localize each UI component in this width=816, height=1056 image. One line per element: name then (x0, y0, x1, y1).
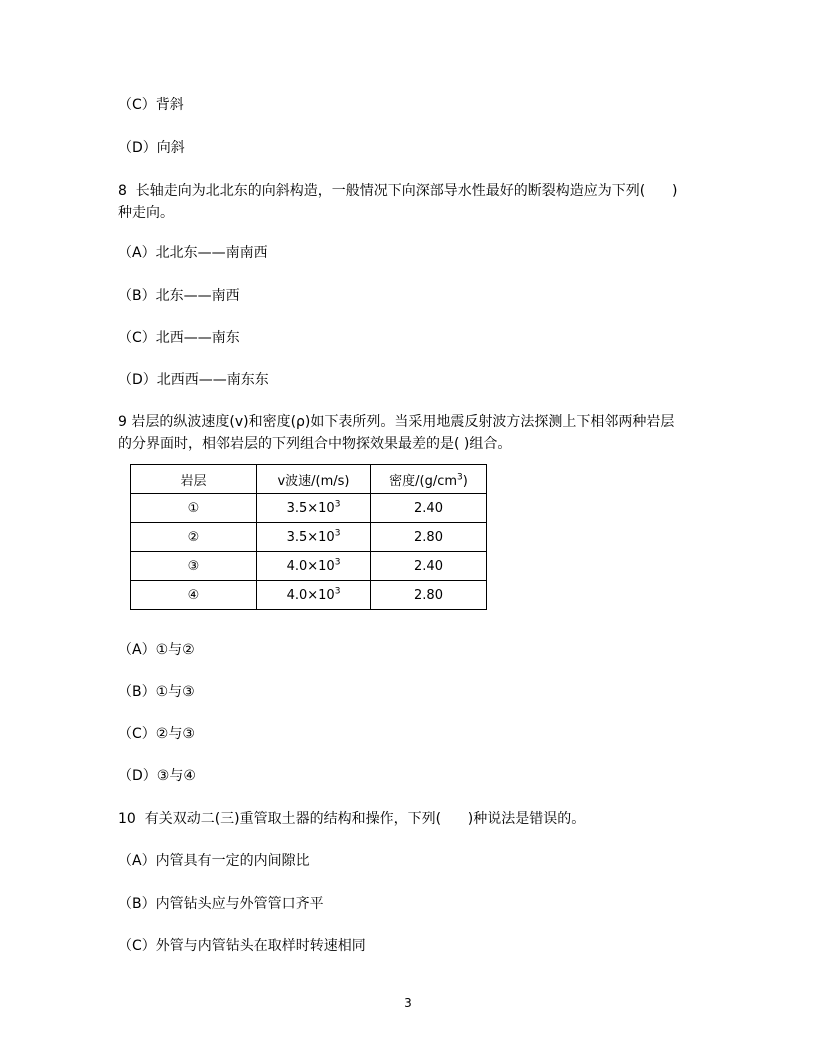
header-density: 密度$/(g/cm^3)$ (371, 465, 487, 494)
cell-layer: ③ (131, 552, 257, 581)
cell-density: 2.40 (371, 552, 487, 581)
q10-option-a: （A）内管具有一定的内间隙比 (118, 853, 310, 869)
q8-stem-line2: 种走向。 (118, 205, 174, 221)
cell-velocity: $3.5\times 10^3$ (257, 523, 371, 552)
q9-stem-line2: 的分界面时，相邻岩层的下列组合中物探效果最差的是( )组合。 (118, 436, 512, 452)
q7-option-d: （D）向斜 (118, 140, 185, 156)
cell-velocity: $4.0\times 10^3$ (257, 552, 371, 581)
cell-velocity: $3.5\times 10^3$ (257, 494, 371, 523)
cell-layer: ① (131, 494, 257, 523)
q8-option-b: （B）北东——南西 (118, 288, 240, 304)
cell-layer: ④ (131, 581, 257, 610)
cell-velocity: $4.0\times 10^3$ (257, 581, 371, 610)
q7-option-c: （C）背斜 (118, 97, 184, 113)
q8-option-d: （D）北西西——南东东 (118, 372, 269, 388)
table-row (131, 494, 487, 523)
cell-layer: ② (131, 523, 257, 552)
table-row (131, 523, 487, 552)
header-layer: 岩层 (131, 465, 257, 494)
table-row (131, 581, 487, 610)
cell-density: 2.80 (371, 523, 487, 552)
table-header-row (131, 465, 487, 494)
q8-option-a: （A）北北东——南南西 (118, 245, 268, 261)
header-velocity: v波速/(m/s) (257, 465, 371, 494)
q9-option-a: （A）①与② (118, 642, 195, 658)
q8-option-c: （C）北西——南东 (118, 330, 240, 346)
q10-stem-line1: 10 有关双动二(三)重管取土器的结构和操作，下列( )种说法是错误的。 (118, 811, 586, 827)
table-row (131, 552, 487, 581)
q9-option-c: （C）②与③ (118, 726, 195, 742)
page-number: 3 (404, 996, 412, 1010)
q9-option-d: （D）③与④ (118, 768, 196, 784)
cell-density: 2.40 (371, 494, 487, 523)
q8-stem-line1: 8 长轴走向为北北东的向斜构造，一般情况下向深部导水性最好的断裂构造应为下列( ) (118, 183, 678, 199)
cell-density: 2.80 (371, 581, 487, 610)
rock-property-table (130, 464, 487, 610)
q9-stem-line1: 9 岩层的纵波速度(v)和密度(ρ)如下表所列。当采用地震反射波方法探测上下相邻两种岩层 (118, 414, 675, 430)
q10-option-b: （B）内管钻头应与外管管口齐平 (118, 896, 324, 912)
q10-option-c: （C）外管与内管钻头在取样时转速相同 (118, 938, 366, 954)
q9-option-b: （B）①与③ (118, 684, 195, 700)
